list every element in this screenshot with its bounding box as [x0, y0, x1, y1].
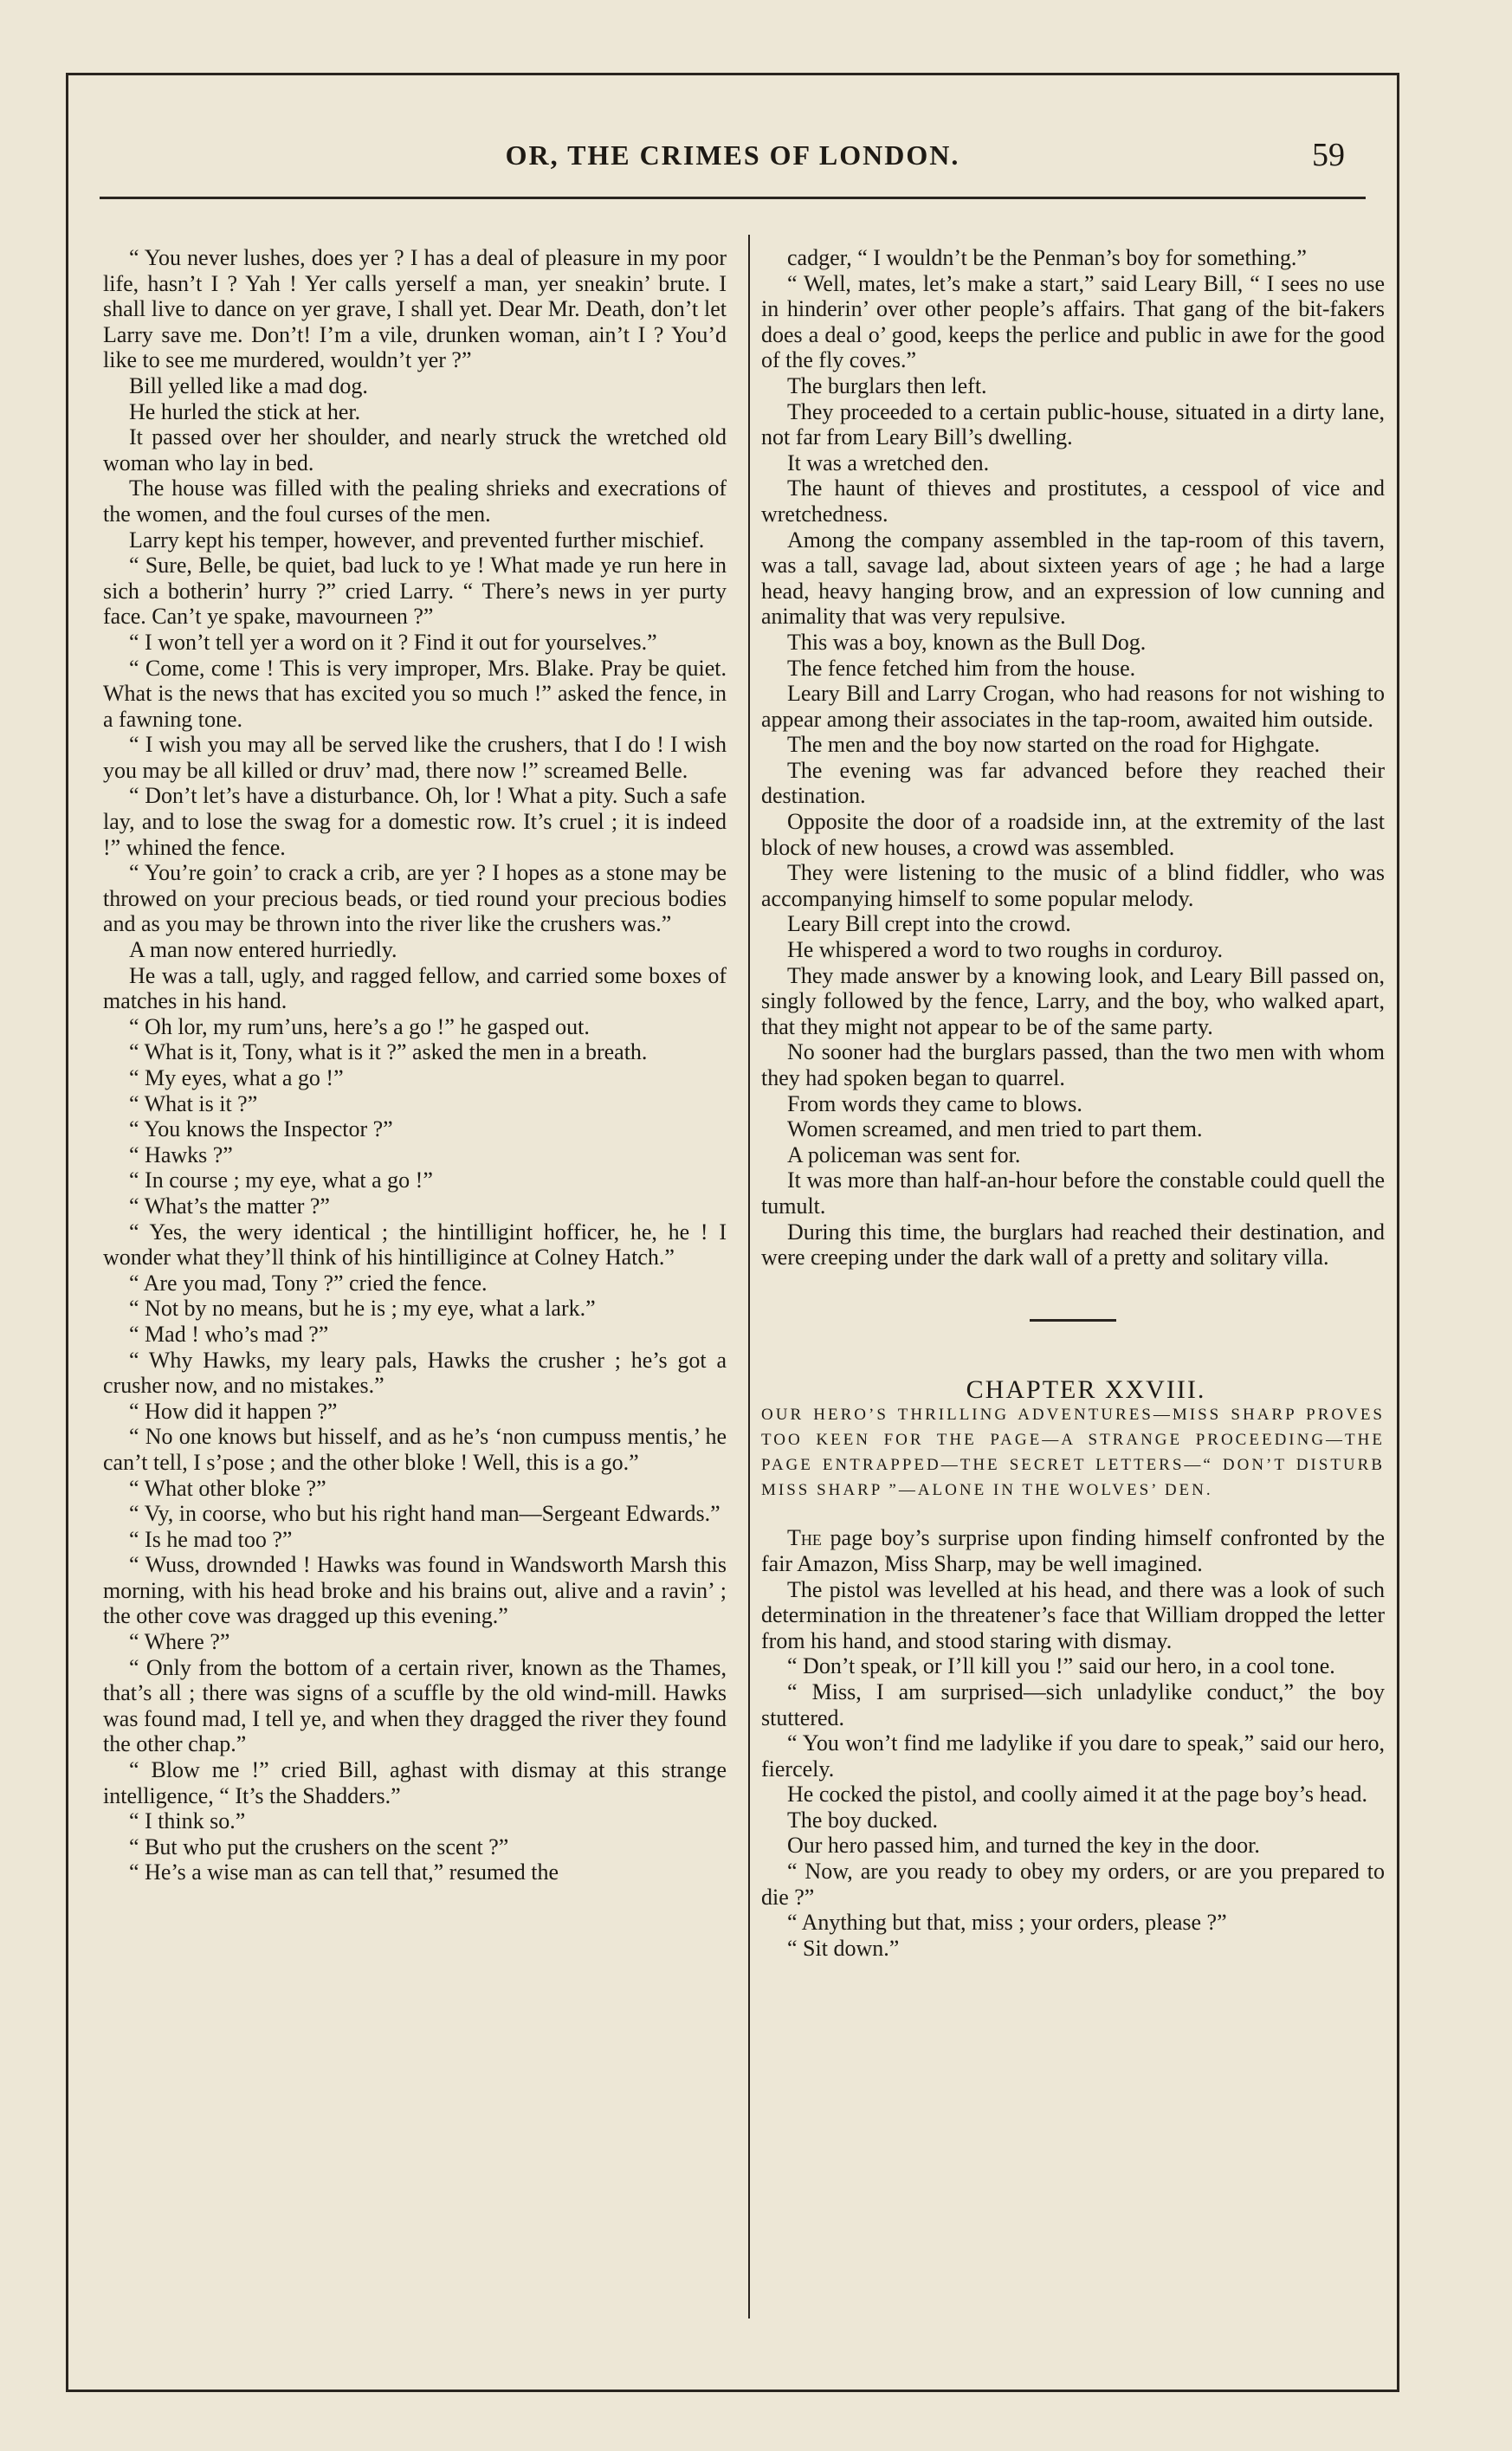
- paragraph: “ Oh lor, my rum’uns, here’s a go !” he gasped out.: [129, 1013, 590, 1039]
- paragraph: “ You’re goin’ to crack a crib, are yer ? I hopes as a stone may be throwed on your precious beads, or tied round your precious bodies and as you may be thrown into the river like the crushers was.”: [103, 860, 727, 937]
- paragraph: “ Anything but that, miss ; your orders, please ?”: [787, 1910, 1227, 1936]
- paragraph: Bill yelled like a mad dog.: [129, 372, 368, 398]
- paragraph: Leary Bill and Larry Crogan, who had reasons for not wishing to appear among their associates in the tap-room, awaited him outside.: [761, 681, 1385, 732]
- column-divider: [748, 235, 750, 2318]
- paragraph: “ Not by no means, but he is ; my eye, what a lark.”: [129, 1296, 596, 1322]
- section-divider: [1030, 1319, 1116, 1322]
- paragraph: “ Now, are you ready to obey my orders, or are you prepared to die ?”: [761, 1859, 1385, 1910]
- paragraph: The haunt of thieves and prostitutes, a cesspool of vice and wretchedness.: [761, 475, 1385, 527]
- paragraph: “ Yes, the wery identical ; the hintilligint hofficer, he, he ! I wonder what they’ll think of his hintilligince at Colney Hatch.”: [103, 1219, 727, 1271]
- paragraph: “ What is it, Tony, what is it ?” asked the men in a breath.: [129, 1039, 648, 1065]
- paragraph: “ Hawks ?”: [129, 1141, 233, 1167]
- paragraph: A policeman was sent for.: [787, 1141, 1021, 1167]
- paragraph: “ Mad ! who’s mad ?”: [129, 1321, 329, 1347]
- paragraph: “ What other bloke ?”: [129, 1475, 326, 1501]
- paragraph: “ What is it ?”: [129, 1090, 258, 1116]
- right-column-chapter-text: [761, 1577, 1385, 1962]
- paragraph: “ He’s a wise man as can tell that,” resumed the: [129, 1859, 559, 1885]
- paragraph: “ No one knows but hisself, and as he’s ‘non cumpuss mentis,’ he can’t tell, I s’pose ; and the other bloke ! Well, this is a go.”: [103, 1424, 727, 1475]
- paragraph: Our hero passed him, and turned the key in the door.: [787, 1833, 1260, 1859]
- paragraph: “ Wuss, drownded ! Hawks was found in Wandsworth Marsh this morning, with his head broke and his brains out, alive and a ravin’ ; the other cove was dragged up this evening.”: [103, 1552, 727, 1629]
- paragraph: He was a tall, ugly, and ragged fellow, and carried some boxes of matches in his hand.: [103, 962, 727, 1014]
- chapter-opening-text: page boy’s surprise upon finding himself confronted by the fair Amazon, Miss Sharp, may be well imagined.: [761, 1525, 1385, 1576]
- page-header: [100, 107, 1366, 199]
- book-page: [66, 73, 1399, 2392]
- paragraph: It passed over her shoulder, and nearly struck the wretched old woman who lay in bed.: [103, 424, 727, 475]
- paragraph: Larry kept his temper, however, and prevented further mischief.: [129, 527, 705, 553]
- paragraph: He hurled the stick at her.: [129, 398, 361, 424]
- paragraph: He whispered a word to two roughs in corduroy.: [787, 937, 1224, 963]
- paragraph: “ Come, come ! This is very improper, Mrs. Blake. Pray be quiet. What is the news that has excited you so much !” asked the fence, in a fawning tone.: [103, 655, 727, 732]
- paragraph: “ Blow me !” cried Bill, aghast with dismay at this strange intelligence, “ It’s the Shadders.”: [103, 1757, 727, 1808]
- paragraph: “ Why Hawks, my leary pals, Hawks the crusher ; he’s got a crusher now, and no mistakes.”: [103, 1347, 727, 1399]
- paragraph: cadger, “ I wouldn’t be the Penman’s boy for something.”: [787, 245, 1307, 270]
- paragraph: “ I wish you may all be served like the crushers, that I do ! I wish you may be all killed or druv’ mad, there now !” screamed Belle.: [103, 732, 727, 783]
- paragraph: This was a boy, known as the Bull Dog.: [787, 629, 1147, 655]
- paragraph: “ I think so.”: [129, 1808, 246, 1834]
- paragraph: He cocked the pistol, and coolly aimed it at the page boy’s head.: [787, 1782, 1368, 1808]
- chapter-opening-paragraph: [761, 1525, 1385, 1576]
- paragraph: “ Well, mates, let’s make a start,” said Leary Bill, “ I sees no use in hinderin’ over other people’s affairs. That gang of the bit-fakers does a deal o’ good, keeps the perlice and public in awe for the good of the fly coves.”: [761, 270, 1385, 373]
- paragraph: “ But who put the crushers on the scent ?”: [129, 1833, 509, 1859]
- paragraph: The house was filled with the pealing shrieks and execrations of the women, and the foul curses of the men.: [103, 475, 727, 527]
- left-column: [103, 245, 727, 2306]
- paragraph: A man now entered hurriedly.: [129, 937, 397, 963]
- right-column-story: [761, 245, 1385, 1271]
- paragraph: They proceeded to a certain public-house, situated in a dirty lane, not far from Leary Bill’s dwelling.: [761, 398, 1385, 450]
- paragraph: “ You knows the Inspector ?”: [129, 1116, 393, 1142]
- paragraph: No sooner had the burglars passed, than the two men with whom they had spoken began to quarrel.: [761, 1039, 1385, 1090]
- page-number: 59: [1312, 137, 1345, 173]
- paragraph: “ My eyes, what a go !”: [129, 1065, 344, 1090]
- paragraph: “ You never lushes, does yer ? I has a deal of pleasure in my poor life, hasn’t I ? Yah ! Yer calls yerself a man, yer sneakin’ brute. I shall live to dance on yer grave, I shall yet. Dear Mr. Death, don’t let Larry save me. Don’t! I’m a vile, drunken woman, ain’t I ? You’d like to see me murdered, wouldn’t yer ?”: [103, 245, 727, 373]
- paragraph: They were listening to the music of a blind fiddler, who was accompanying himself to some popular melody.: [761, 860, 1385, 911]
- paragraph: From words they came to blows.: [787, 1090, 1082, 1116]
- running-title: OR, THE CRIMES OF LONDON.: [505, 139, 960, 171]
- paragraph: “ In course ; my eye, what a go !”: [129, 1167, 433, 1193]
- paragraph: It was more than half-an-hour before the constable could quell the tumult.: [761, 1167, 1385, 1219]
- paragraph: “ Don’t speak, or I’ll kill you !” said our hero, in a cool tone.: [787, 1653, 1335, 1679]
- paragraph: The pistol was levelled at his head, and there was a look of such determination in the threatener’s face that William dropped the letter from his hand, and stood staring with dismay.: [761, 1576, 1385, 1653]
- paragraph: Opposite the door of a roadside inn, at the extremity of the last block of new houses, a crowd was assembled.: [761, 809, 1385, 860]
- paragraph: The evening was far advanced before they reached their destination.: [761, 757, 1385, 809]
- paragraph: It was a wretched den.: [787, 449, 990, 475]
- paragraph: They made answer by a knowing look, and Leary Bill passed on, singly followed by the fence, Larry, and the boy, who walked apart, that they might not appear to be of the same party.: [761, 962, 1385, 1039]
- paragraph: The burglars then left.: [787, 372, 987, 398]
- paragraph: “ Don’t let’s have a disturbance. Oh, lor ! What a pity. Such a safe lay, and to lose the swag for a domestic row. It’s cruel ; it is indeed !” whined the fence.: [103, 783, 727, 860]
- paragraph: “ Miss, I am surprised—sich unladylike conduct,” the boy stuttered.: [761, 1678, 1385, 1730]
- paragraph: “ Only from the bottom of a certain river, known as the Thames, that’s all ; there was signs of a scuffle by the old wind-mill. Hawks was found mad, I tell ye, and when they dragged the river they found the other chap.”: [103, 1654, 727, 1757]
- paragraph: “ You won’t find me ladylike if you dare to speak,” said our hero, fiercely.: [761, 1730, 1385, 1782]
- paragraph: “ Sit down.”: [787, 1935, 900, 1961]
- chapter-summary: OUR HERO’S THRILLING ADVENTURES—MISS SHARP PROVES TOO KEEN FOR THE PAGE—A STRANGE PROCEEDING—THE PAGE ENTRAPPED—THE SECRET LETTERS—“ DON’T DISTURB MISS SHARP ”—ALONE IN THE WOLVES’ DEN.: [761, 1406, 1385, 1500]
- paragraph: Among the company assembled in the tap-room of this tavern, was a tall, savage lad, about sixteen years of age ; he had a large head, heavy hanging brow, and an expression of low cunning and animality that was very repulsive.: [761, 527, 1385, 630]
- paragraph: “ How did it happen ?”: [129, 1398, 338, 1424]
- paragraph: “ I won’t tell yer a word on it ? Find it out for yourselves.”: [129, 629, 657, 655]
- chapter-first-word: The: [787, 1525, 822, 1551]
- paragraph: During this time, the burglars had reached their destination, and were creeping under the dark wall of a pretty and solitary villa.: [761, 1219, 1385, 1271]
- paragraph: “ Sure, Belle, be quiet, bad luck to ye ! What made ye run here in sich a botherin’ hurry ?” cried Larry. “ There’s news in yer purty face. Can’t ye spake, mavourneen ?”: [103, 553, 727, 630]
- paragraph: The men and the boy now started on the road for Highgate.: [787, 732, 1321, 758]
- paragraph: “ Where ?”: [129, 1629, 230, 1655]
- paragraph: Leary Bill crept into the crowd.: [787, 911, 1071, 937]
- paragraph: “ Are you mad, Tony ?” cried the fence.: [129, 1270, 488, 1296]
- paragraph: The boy ducked.: [787, 1807, 939, 1833]
- paragraph: “ What’s the matter ?”: [129, 1193, 330, 1219]
- chapter-title: CHAPTER XXVIII.: [966, 1374, 1206, 1404]
- paragraph: “ Vy, in coorse, who but his right hand man—Sergeant Edwards.”: [129, 1501, 720, 1527]
- paragraph: Women screamed, and men tried to part them.: [787, 1116, 1203, 1142]
- paragraph: “ Is he mad too ?”: [129, 1526, 293, 1552]
- paragraph: The fence fetched him from the house.: [787, 655, 1136, 681]
- right-column: [761, 245, 1385, 2306]
